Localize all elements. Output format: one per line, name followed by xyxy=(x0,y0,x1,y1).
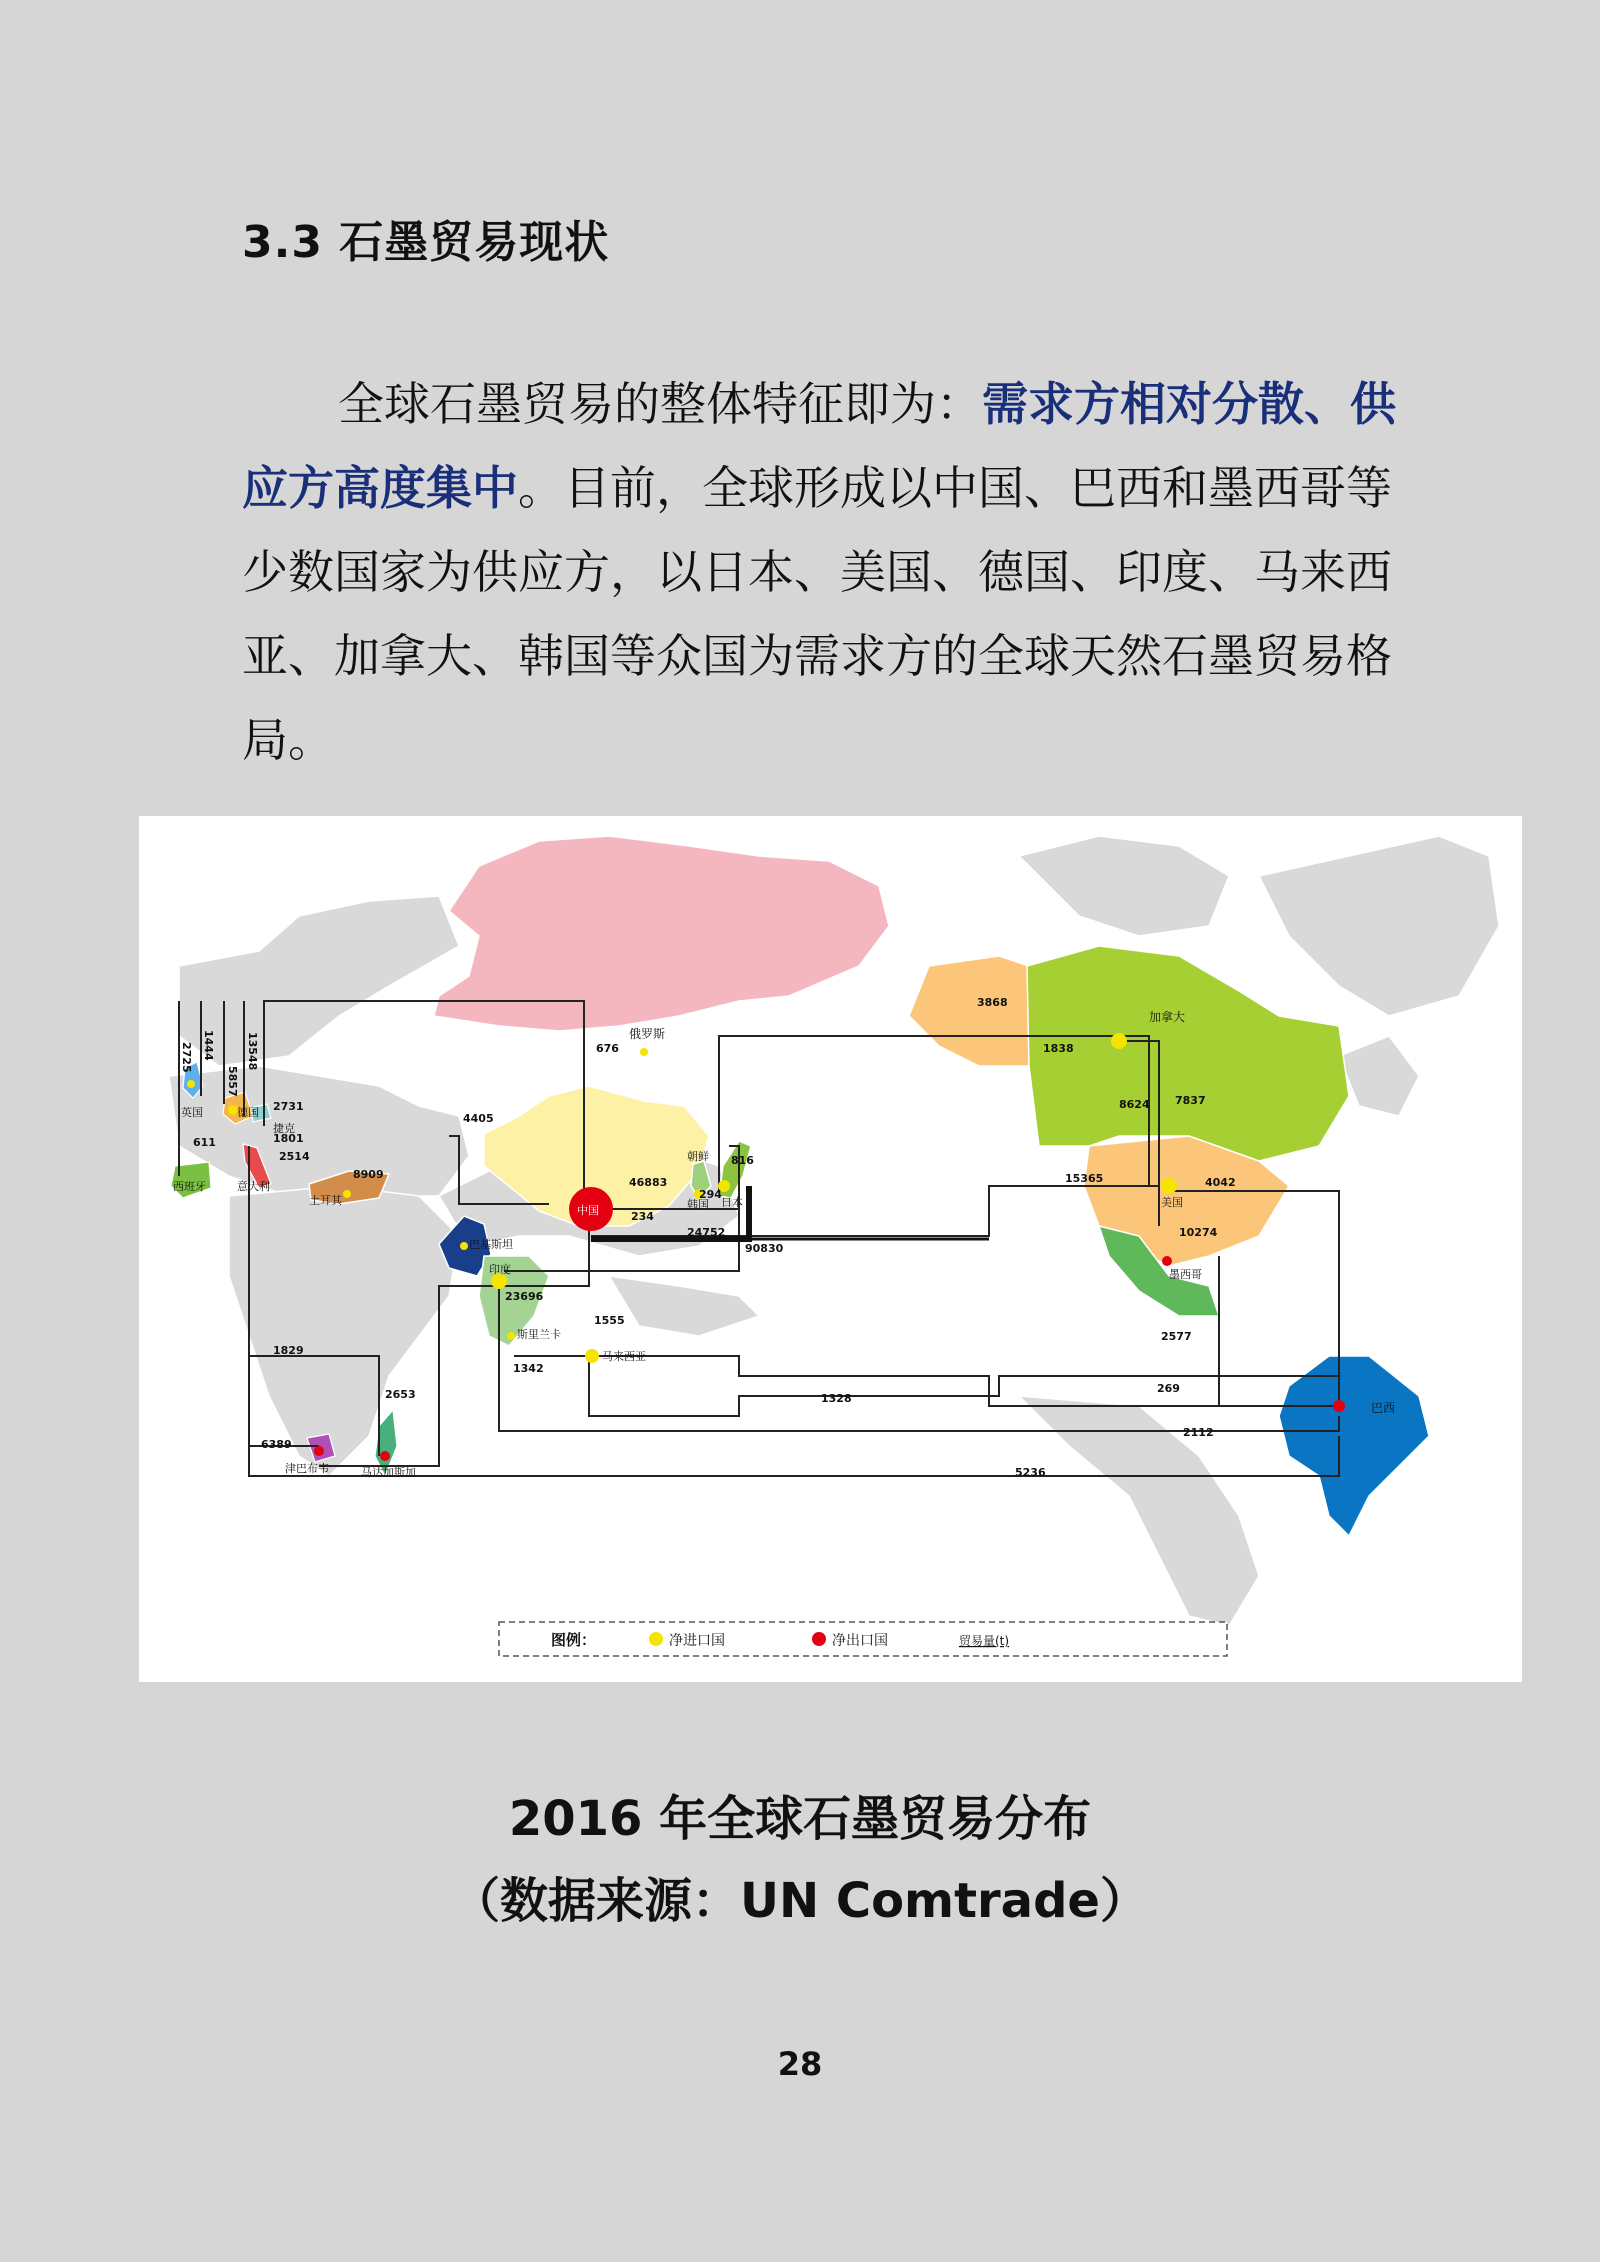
marker-uk xyxy=(187,1080,195,1088)
flow-2731: 2731 xyxy=(273,1100,304,1113)
figure-caption-source: （数据来源：UN Comtrade） xyxy=(451,1873,1148,1929)
figure-caption-title: 2016 年全球石墨贸易分布 xyxy=(508,1791,1092,1847)
flow-1555: 1555 xyxy=(594,1314,625,1327)
section-heading: 3.3 石墨贸易现状 xyxy=(242,217,610,268)
flow-269: 269 xyxy=(1157,1382,1180,1395)
label-mexico: 墨西哥 xyxy=(1169,1268,1202,1281)
legend-volume-label: 贸易量(t) xyxy=(959,1634,1010,1648)
map-legend xyxy=(499,1622,1227,1656)
alaska-region xyxy=(909,956,1029,1066)
label-turkey: 土耳其 xyxy=(309,1194,342,1207)
marker-malaysia xyxy=(585,1349,599,1363)
marker-turkey xyxy=(343,1190,351,1198)
marker-srilanka xyxy=(507,1332,515,1340)
flow-1328: 1328 xyxy=(821,1392,852,1405)
marker-madagascar xyxy=(380,1451,390,1461)
flow-1801: 1801 xyxy=(273,1132,304,1145)
flow-2577: 2577 xyxy=(1161,1330,1192,1343)
flow-294: 294 xyxy=(699,1188,722,1201)
flow-2725: 2725 xyxy=(180,1042,193,1073)
marker-us xyxy=(1161,1178,1177,1194)
flow-1342: 1342 xyxy=(513,1362,544,1375)
flow-1444: 1444 xyxy=(202,1030,215,1061)
legend-import-dot xyxy=(649,1632,663,1646)
flow-24752: 24752 xyxy=(687,1226,726,1239)
flow-2653: 2653 xyxy=(385,1388,416,1401)
label-china: 中国 xyxy=(577,1204,599,1217)
marker-pakistan xyxy=(460,1242,468,1250)
label-italy: 意大利 xyxy=(237,1180,270,1193)
paragraph-highlight: 需求方相对分散、供应方高度集中 xyxy=(242,377,1396,515)
label-malaysia: 马来西亚 xyxy=(602,1350,646,1363)
flow-6389: 6389 xyxy=(261,1438,292,1451)
canada-region xyxy=(1027,946,1349,1161)
label-zimbabwe: 津巴布韦 xyxy=(285,1462,329,1475)
flow-611: 611 xyxy=(193,1136,216,1149)
label-japan: 日本 xyxy=(721,1196,743,1209)
flow-676: 676 xyxy=(596,1042,619,1055)
label-brazil: 巴西 xyxy=(1371,1401,1396,1415)
label-korea-s: 韩国 xyxy=(687,1198,709,1211)
legend-import-label: 净进口国 xyxy=(669,1633,725,1649)
flow-3868: 3868 xyxy=(977,996,1008,1009)
flow-10274: 10274 xyxy=(1179,1226,1218,1239)
flow-7837: 7837 xyxy=(1175,1094,1206,1107)
label-usa: 美国 xyxy=(1161,1196,1183,1209)
flow-2112: 2112 xyxy=(1183,1426,1214,1439)
marker-russia xyxy=(640,1048,648,1056)
label-pakistan: 巴基斯坦 xyxy=(469,1238,513,1251)
paragraph-rest: 。目前，全球形成以中国、巴西和墨西哥等少数国家为供应方，以日本、美国、德国、印度、马来西亚、加拿大、韩国等众国为需求方的全球天然石墨贸易格局。 xyxy=(242,461,1392,767)
flow-8624: 8624 xyxy=(1119,1098,1150,1111)
flow-1829: 1829 xyxy=(273,1344,304,1357)
legend-title: 图例： xyxy=(551,1631,597,1649)
flow-1838: 1838 xyxy=(1043,1042,1074,1055)
label-spain: 西班牙 xyxy=(173,1180,206,1193)
body-paragraph xyxy=(242,362,1402,782)
marker-zimbabwe xyxy=(314,1446,324,1456)
flow-816: 816 xyxy=(731,1154,754,1167)
label-uk: 英国 xyxy=(181,1106,203,1119)
flow-15365: 15365 xyxy=(1065,1172,1104,1185)
label-korea-n: 朝鲜 xyxy=(687,1150,709,1163)
label-canada: 加拿大 xyxy=(1149,1010,1186,1024)
label-czech: 捷克 xyxy=(273,1122,295,1135)
label-madagascar: 马达加斯加 xyxy=(361,1466,416,1479)
label-india: 印度 xyxy=(489,1263,511,1276)
marker-canada xyxy=(1111,1033,1127,1049)
graphite-trade-map xyxy=(139,816,1522,1682)
marker-brazil xyxy=(1333,1400,1345,1412)
flow-234: 234 xyxy=(631,1210,654,1223)
flow-13548: 13548 xyxy=(246,1032,259,1071)
flow-8909: 8909 xyxy=(353,1168,384,1181)
flow-4042: 4042 xyxy=(1205,1176,1236,1189)
flow-46883: 46883 xyxy=(629,1176,668,1189)
flow-23696: 23696 xyxy=(505,1290,544,1303)
paragraph-lead: 全球石墨贸易的整体特征即为： xyxy=(338,377,982,431)
label-germany: 德国 xyxy=(237,1106,259,1119)
brazil-region xyxy=(1279,1356,1429,1536)
legend-export-dot xyxy=(812,1632,826,1646)
label-srilanka: 斯里兰卡 xyxy=(517,1328,561,1341)
flow-5857: 5857 xyxy=(226,1066,239,1097)
legend-export-label: 净出口国 xyxy=(832,1633,888,1649)
flow-4405: 4405 xyxy=(463,1112,494,1125)
label-russia: 俄罗斯 xyxy=(629,1027,666,1041)
page-number: 28 xyxy=(777,2045,823,2083)
flow-90830: 90830 xyxy=(745,1242,784,1255)
marker-mexico xyxy=(1162,1256,1172,1266)
flow-2514: 2514 xyxy=(279,1150,310,1163)
flow-5236: 5236 xyxy=(1015,1466,1046,1479)
